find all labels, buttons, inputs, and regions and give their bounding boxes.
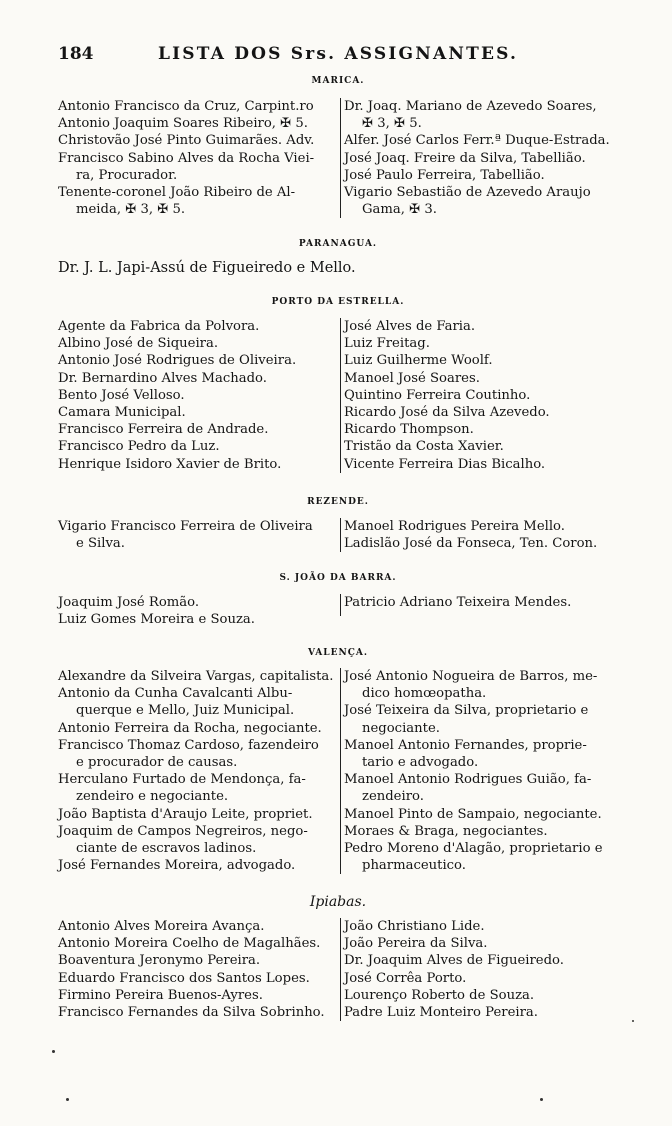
list-item: Alexandre da Silveira Vargas, capitalista. [58,669,334,684]
list-item-continuation: Gama, ✠ 3. [362,202,437,218]
list-item: Dr. Joaquim Alves de Figueiredo. [344,953,564,969]
sjoao-left-column [58,594,334,628]
list-item-continuation: zendeiro e negociante. [76,789,229,805]
list-item: Antonio Moreira Coelho de Magalhães. [58,936,321,952]
list-item: Francisco Fernandes da Silva Sobrinho. [58,1005,325,1021]
list-item: Dr. Bernardino Alves Machado. [58,370,267,386]
section-title-valenca: VALENÇA. [308,648,368,658]
list-item-continuation: zendeiro. [362,789,424,805]
page-number: 184 [58,44,94,64]
list-item-continuation: tario e advogado. [362,755,479,771]
list-item: Francisco Thomaz Cardoso, fazendeiro [58,737,319,753]
list-item: Boaventura Jeronymo Pereira. [58,953,261,969]
list-item: Antonio Joaquim Soares Ribeiro, ✠ 5. [58,116,309,132]
list-item: Antonio Ferreira da Rocha, negociante. [58,720,322,736]
list-item: Manoel Antonio Rodrigues Guião, fa- [344,772,592,788]
scan-speck [632,1020,634,1022]
list-item: Eduardo Francisco dos Santos Lopes. [58,970,310,986]
list-item: Francisco Pedro da Luz. [58,439,220,455]
section-title-marica: MARICA. [311,76,365,86]
scan-speck [52,1050,55,1053]
list-item: João Pereira da Silva. [344,936,488,952]
list-item: Ricardo Thompson. [344,422,474,438]
list-item: Agente da Fabrica da Polvora. [58,319,260,334]
ipiabas-left-column [58,918,334,1021]
list-item-continuation: ✠ 3, ✠ 5. [362,116,422,132]
section-ipiabas [58,918,620,1024]
list-item: Joaquim José Romão. [58,595,200,610]
list-item-continuation: e Silva. [76,536,125,552]
list-item: Luiz Guilherme Woolf. [344,353,493,369]
list-item-continuation: pharmaceutico. [362,858,466,874]
section-marica [58,98,620,223]
list-item: Ricardo José da Silva Azevedo. [344,405,550,421]
list-item-continuation: ra, Procurador. [76,167,178,183]
section-title-paranagua: PARANAGUA. [298,239,378,249]
running-title: LISTA DOS Srs. ASSIGNANTES. [158,44,519,64]
list-item: José Teixeira da Silva, proprietario e [344,703,589,719]
scan-speck [540,1098,543,1101]
list-item: Dr. Joaq. Mariano de Azevedo Soares, [344,99,597,114]
rezende-right-column [340,518,624,552]
list-item: Luiz Freitag. [344,336,430,352]
section-rezende [58,518,620,554]
list-item-continuation: negociante. [362,720,440,736]
list-item: José Corrêa Porto. [344,970,467,986]
list-item: João Baptista d'Araujo Leite, propriet. [58,806,313,822]
list-item: José Joaq. Freire da Silva, Tabellião. [344,150,586,166]
list-item: Camara Municipal. [58,405,186,421]
marica-left-column [58,98,334,218]
list-item: Francisco Sabino Alves da Rocha Viei- [58,150,315,166]
section-s-joao-da-barra [58,594,620,630]
list-item: Moraes & Braga, negociantes. [344,823,548,839]
list-item: Herculano Furtado de Mendonça, fa- [58,772,306,788]
list-item: Tenente-coronel João Ribeiro de Al- [58,185,296,201]
list-item: Henrique Isidoro Xavier de Brito. [58,456,282,472]
list-item: Luiz Gomes Moreira e Souza. [58,612,255,628]
valenca-right-column [340,668,624,874]
list-item: José Antonio Nogueira de Barros, me- [344,669,598,684]
list-item: Quintino Ferreira Coutinho. [344,387,531,403]
valenca-left-column [58,668,334,874]
sjoao-right-column [340,594,624,616]
list-item-continuation: ciante de escravos ladinos. [76,841,257,857]
list-item: Manoel Pinto de Sampaio, negociante. [344,806,602,822]
list-item-continuation: meida, ✠ 3, ✠ 5. [76,202,186,218]
list-item: Joaquim de Campos Negreiros, nego- [58,823,308,839]
list-item: Manoel José Soares. [344,370,480,386]
ipiabas-right-column [340,918,624,1021]
section-title-s-joao-da-barra: S. JOÃO DA BARRA. [279,573,397,583]
list-item: Albino José de Siqueira. [58,336,219,352]
porto-right-column [340,318,624,473]
list-item: Alfer. José Carlos Ferr.ª Duque-Estrada. [344,133,610,149]
list-item: José Alves de Faria. [344,319,476,334]
list-item: Antonio José Rodrigues de Oliveira. [58,353,297,369]
rezende-left-column [58,518,334,552]
scan-speck [66,1098,69,1101]
section-title-porto-da-estrella: PORTO DA ESTRELLA. [271,297,405,307]
list-item: Patricio Adriano Teixeira Mendes. [344,595,572,610]
page-header [58,44,618,68]
list-item: José Paulo Ferreira, Tabellião. [344,167,545,183]
list-item: Ladislão José da Fonseca, Ten. Coron. [344,536,598,552]
list-item: Christovão José Pinto Guimarães. Adv. [58,133,315,149]
list-item: Firmino Pereira Buenos-Ayres. [58,987,263,1003]
marica-right-column [340,98,624,218]
list-item: Vigario Sebastião de Azevedo Araujo [344,185,591,201]
section-paranagua [58,260,620,276]
section-title-rezende: REZENDE. [307,497,369,507]
list-item: Padre Luiz Monteiro Pereira. [344,1005,538,1021]
list-item-continuation: querque e Mello, Juiz Municipal. [76,703,295,719]
list-item: Antonio Francisco da Cruz, Carpint.ro [58,99,314,114]
list-item: Vigario Francisco Ferreira de Oliveira [58,519,313,534]
list-item: Dr. J. L. Japi-Assú de Figueiredo e Mello. [58,260,356,276]
list-item: José Fernandes Moreira, advogado. [58,858,296,874]
list-item: Manoel Rodrigues Pereira Mello. [344,519,565,534]
list-item: João Christiano Lide. [344,919,485,934]
list-item: Lourenço Roberto de Souza. [344,987,535,1003]
list-item: Francisco Ferreira de Andrade. [58,422,269,438]
section-porto-da-estrella [58,318,620,478]
section-title-ipiabas: Ipiabas. [309,894,367,910]
section-valenca [58,668,620,878]
list-item: Vicente Ferreira Dias Bicalho. [344,456,546,472]
list-item: Tristão da Costa Xavier. [344,439,504,455]
porto-left-column [58,318,334,473]
list-item: Manoel Antonio Fernandes, proprie- [344,737,587,753]
list-item: Pedro Moreno d'Alagão, proprietario e [344,841,603,857]
list-item: Antonio Alves Moreira Avança. [58,919,265,934]
list-item: Antonio da Cunha Cavalcanti Albu- [58,686,293,702]
list-item-continuation: dico homœopatha. [362,686,487,702]
list-item: Bento José Velloso. [58,387,185,403]
list-item-continuation: e procurador de causas. [76,755,238,771]
